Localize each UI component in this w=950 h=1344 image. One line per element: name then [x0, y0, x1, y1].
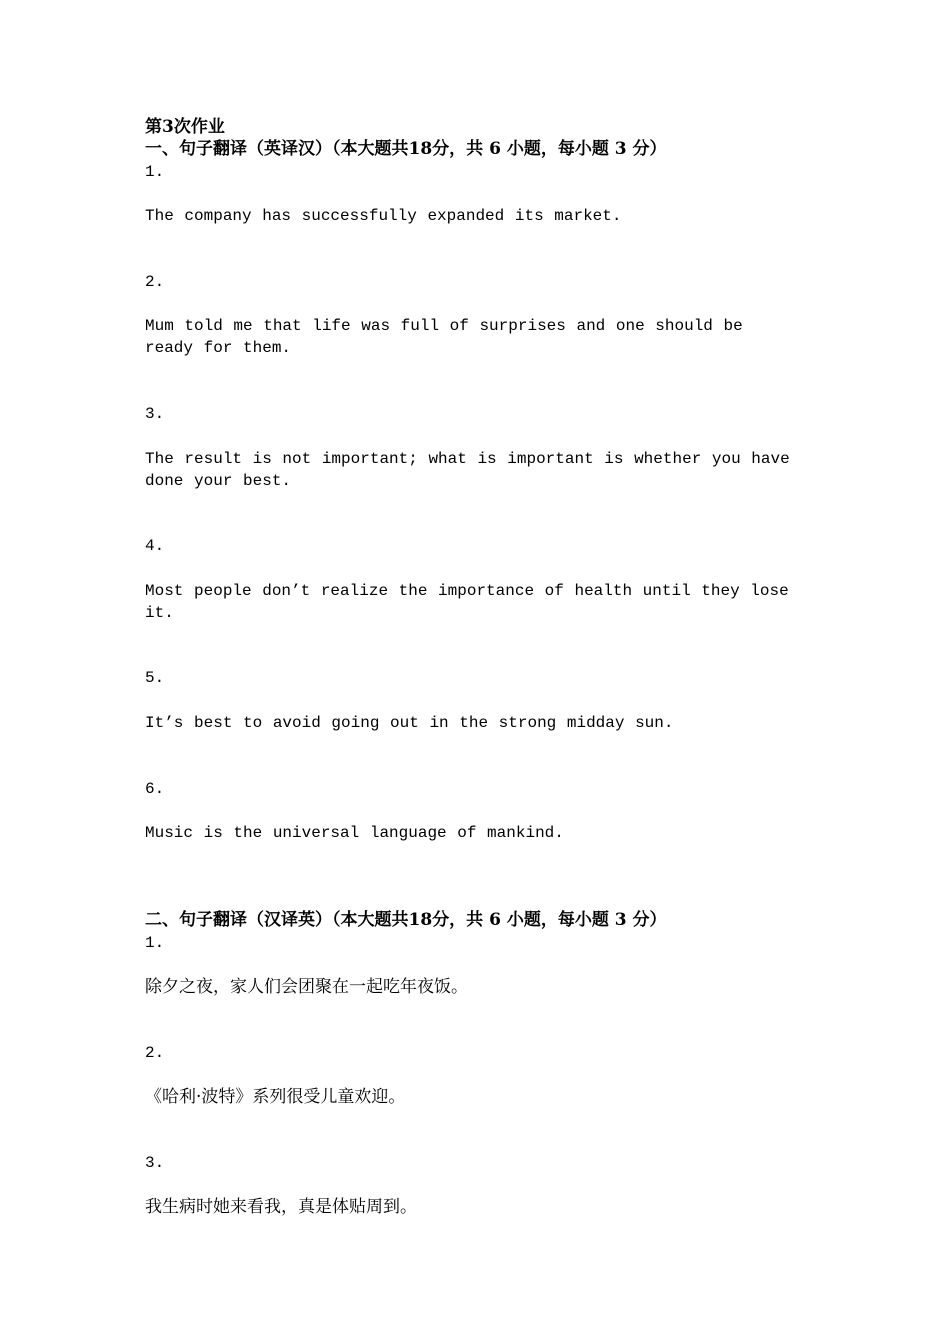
question-text: Most people don’t realize the importance of health until they lose it. — [145, 582, 789, 622]
question-text: 《哈利·波特》系列很受儿童欢迎。 — [145, 1087, 406, 1107]
question-number: 3. — [145, 405, 165, 423]
question-number: 4. — [145, 537, 165, 555]
question-number: 3. — [145, 1154, 165, 1172]
section-heading-1: 一、句子翻译（英译汉）（本大题共18分，共 6 小题，每小题 3 分） — [145, 139, 667, 159]
question-text: Mum told me that life was full of surprises and one should be ready for them. — [145, 317, 743, 357]
question-text: 除夕之夜，家人们会团聚在一起吃年夜饭。 — [145, 977, 468, 997]
section-heading-2: 二、句子翻译（汉译英）（本大题共18分，共 6 小题，每小题 3 分） — [145, 910, 667, 930]
question-text: The result is not important; what is important is whether you have done your best. — [145, 450, 790, 490]
question-number: 6. — [145, 780, 165, 798]
question-number: 2. — [145, 1044, 165, 1062]
question-text: The company has successfully expanded its market. — [145, 207, 622, 225]
question-text: It’s best to avoid going out in the strong midday sun. — [145, 714, 674, 732]
page-title: 第3次作业 — [145, 117, 225, 137]
question-number: 1. — [145, 934, 165, 952]
question-text: Music is the universal language of mankind. — [145, 824, 564, 842]
question-text: 我生病时她来看我，真是体贴周到。 — [145, 1197, 417, 1217]
question-number: 2. — [145, 273, 165, 291]
question-number: 1. — [145, 163, 165, 181]
question-number: 5. — [145, 669, 165, 687]
